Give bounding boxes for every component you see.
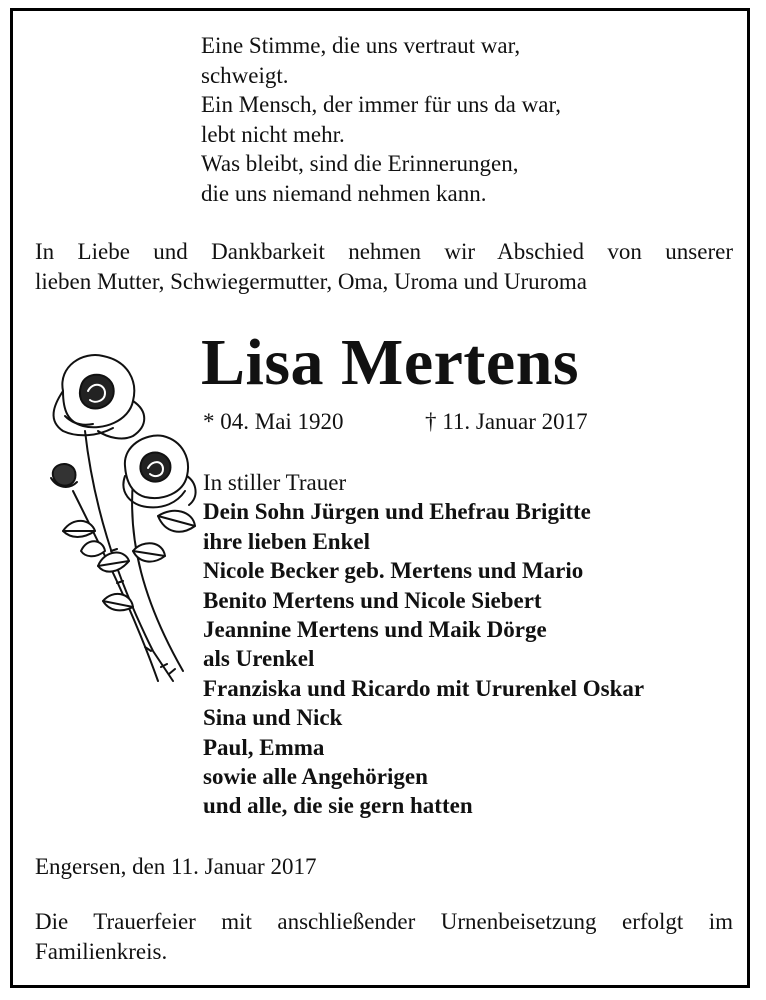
intro-text bbox=[35, 237, 733, 296]
roses-icon bbox=[33, 351, 203, 711]
poem-line: Eine Stimme, die uns vertraut war, bbox=[201, 33, 521, 58]
mourners-intro: In stiller Trauer bbox=[203, 470, 347, 495]
mourner-line: ihre lieben Enkel bbox=[203, 528, 370, 554]
mourner-line: Dein Sohn Jürgen und Ehefrau Brigitte bbox=[203, 499, 591, 525]
closing-text bbox=[35, 907, 733, 966]
mourner-line: Jeannine Mertens und Maik Dörge bbox=[203, 617, 547, 643]
mourner-line: und alle, die sie gern hatten bbox=[203, 793, 473, 819]
birth-date: * 04. Mai 1920 bbox=[203, 409, 344, 434]
death-date: † 11. Januar 2017 bbox=[425, 409, 588, 434]
poem bbox=[201, 31, 561, 208]
mourner-line: Franziska und Ricardo mit Ururenkel Oskar bbox=[203, 675, 645, 701]
intro-line-1: In Liebe und Dankbarkeit nehmen wir Abschied von unserer bbox=[35, 239, 733, 264]
mourner-line: Benito Mertens und Nicole Siebert bbox=[203, 587, 542, 613]
closing-line-1: Die Trauerfeier mit anschließender Urnenbeisetzung erfolgt im bbox=[35, 909, 733, 934]
poem-line: Ein Mensch, der immer für uns da war, bbox=[201, 92, 561, 117]
place-date: Engersen, den 11. Januar 2017 bbox=[35, 854, 317, 879]
mourner-line: Nicole Becker geb. Mertens und Mario bbox=[203, 558, 584, 584]
life-dates bbox=[203, 409, 588, 435]
deceased-name: Lisa Mertens bbox=[201, 326, 580, 399]
obituary-frame bbox=[10, 8, 750, 988]
mourner-line: als Urenkel bbox=[203, 646, 315, 672]
poem-line: die uns niemand nehmen kann. bbox=[201, 180, 487, 206]
poem-line: lebt nicht mehr. bbox=[201, 121, 345, 147]
intro-line-2: lieben Mutter, Schwiegermutter, Oma, Uroma und Ururoma bbox=[35, 268, 587, 294]
poem-line: Was bleibt, sind die Erinnerungen, bbox=[201, 151, 519, 176]
closing-line-2: Familienkreis. bbox=[35, 938, 168, 964]
mourner-line: Paul, Emma bbox=[203, 734, 325, 760]
mourners-list bbox=[203, 468, 644, 821]
mourner-line: sowie alle Angehörigen bbox=[203, 764, 428, 790]
poem-line: schweigt. bbox=[201, 62, 289, 88]
mourner-line: Sina und Nick bbox=[203, 705, 343, 731]
